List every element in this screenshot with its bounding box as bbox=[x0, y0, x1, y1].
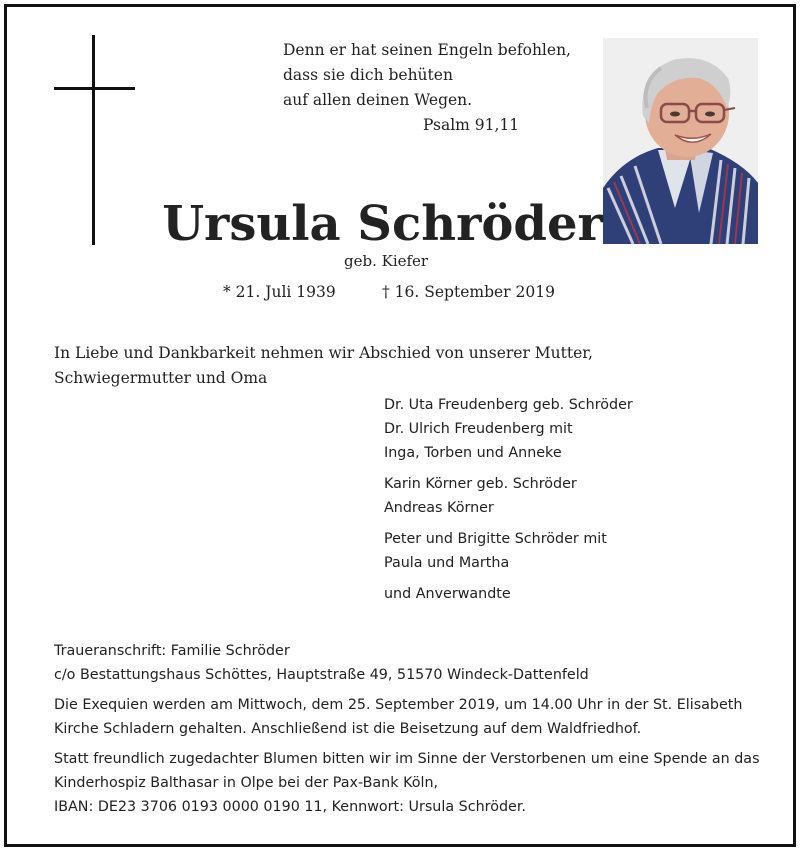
verse-line: auf allen deinen Wegen. bbox=[283, 91, 473, 109]
mourner-group bbox=[384, 472, 633, 520]
mourner-line: Dr. Uta Freudenberg geb. Schröder bbox=[384, 397, 633, 413]
death-date: † 16. September 2019 bbox=[382, 283, 555, 301]
mourner-line: Peter und Brigitte Schröder mit bbox=[384, 531, 607, 547]
deceased-name-text: Ursula Schröder bbox=[162, 196, 603, 252]
verse-line: Denn er hat seinen Engeln befohlen, bbox=[283, 41, 571, 59]
mourner-group bbox=[384, 393, 633, 465]
farewell-text bbox=[54, 341, 593, 391]
verse-line: dass sie dich behüten bbox=[283, 66, 453, 84]
psalm-verse bbox=[283, 38, 571, 138]
mourners-list bbox=[384, 393, 633, 606]
mourner-line: Inga, Torben und Anneke bbox=[384, 445, 562, 461]
service-info bbox=[54, 693, 769, 741]
relatives-line: und Anverwandte bbox=[384, 586, 511, 602]
mourner-line: Andreas Körner bbox=[384, 500, 494, 516]
deceased-name bbox=[0, 196, 770, 252]
mourner-line: Dr. Ulrich Freudenberg mit bbox=[384, 421, 573, 437]
cross-icon-bar bbox=[54, 87, 135, 90]
mourner-group bbox=[384, 527, 633, 575]
mourning-address bbox=[54, 639, 769, 687]
donation-line: IBAN: DE23 3706 0193 0000 0190 11, Kennwort: Ursula Schröder. bbox=[54, 799, 526, 815]
donation-line: Statt freundlich zugedachter Blumen bitten wir im Sinne der Verstorbenen um eine Spende an das bbox=[54, 751, 760, 767]
service-line: Die Exequien werden am Mittwoch, dem 25. September 2019, um 14.00 Uhr in der St. Elisabeth bbox=[54, 697, 743, 713]
verse-reference: Psalm 91,11 bbox=[423, 116, 520, 134]
mourner-line: Paula und Martha bbox=[384, 555, 510, 571]
farewell-line: Schwiegermutter und Oma bbox=[54, 369, 268, 387]
donation-line: Kinderhospiz Balthasar in Olpe bei der Pax-Bank Köln, bbox=[54, 775, 439, 791]
birth-date: * 21. Juli 1939 bbox=[223, 283, 336, 301]
address-line: c/o Bestattungshaus Schöttes, Hauptstraße 49, 51570 Windeck-Dattenfeld bbox=[54, 667, 589, 683]
address-line: Traueranschrift: Familie Schröder bbox=[54, 643, 290, 659]
farewell-line: In Liebe und Dankbarkeit nehmen wir Abschied von unserer Mutter, bbox=[54, 344, 593, 362]
birth-name: geb. Kiefer bbox=[344, 252, 429, 270]
donation-info bbox=[54, 747, 769, 819]
mourner-line: Karin Körner geb. Schröder bbox=[384, 476, 577, 492]
service-line: Kirche Schladern gehalten. Anschließend ist die Beisetzung auf dem Waldfriedhof. bbox=[54, 721, 642, 737]
footer-info bbox=[54, 639, 769, 825]
